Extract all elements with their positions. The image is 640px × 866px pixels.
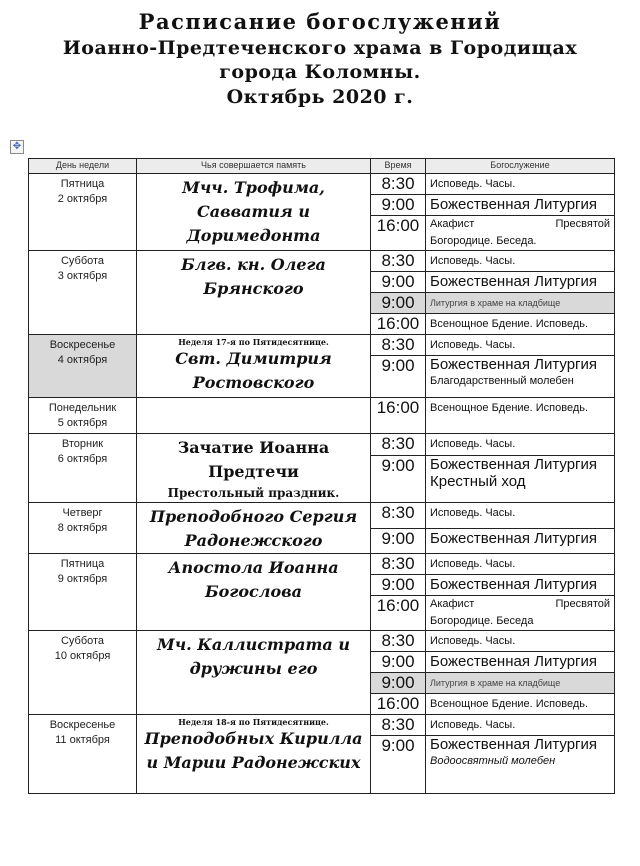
col-header-memory: Чья совершается память	[137, 159, 371, 174]
service-cell: Всенощное Бдение. Исповедь.	[426, 694, 615, 715]
saint-cell	[137, 335, 371, 398]
day-cell	[29, 335, 137, 398]
service-cell: Исповедь. Часы.	[426, 251, 615, 272]
date: 3 октября	[57, 270, 108, 282]
date: 2 октября	[57, 193, 108, 205]
service-cell: Литургия в храме на кладбище	[426, 673, 615, 694]
table-row	[29, 434, 615, 456]
time-cell: 8:30	[371, 251, 426, 272]
date: 10 октября	[54, 650, 111, 662]
service-cell: Всенощное Бдение. Исповедь.	[426, 314, 615, 335]
service-cell: Исповедь. Часы.	[426, 631, 615, 652]
service-cell	[426, 216, 615, 251]
day-cell	[29, 398, 137, 434]
service-cell	[426, 456, 615, 503]
service-text: Божественная Литургия	[430, 456, 598, 474]
service-text: Божественная Литургия	[430, 356, 598, 373]
saint-cell: Мч. Каллистрата и дружины его	[137, 631, 371, 715]
service-cell: Исповедь. Часы.	[426, 503, 615, 529]
service-cell: Литургия в храме на кладбище	[426, 293, 615, 314]
day-cell	[29, 503, 137, 554]
date: 11 октября	[55, 734, 110, 746]
table-row	[29, 398, 615, 434]
table-row	[29, 554, 615, 575]
service-text: Божественная Литургия	[430, 736, 598, 753]
time-cell: 8:30	[371, 434, 426, 456]
feast-note: Престольный праздник.	[167, 486, 340, 500]
service-text: Водоосвятный молебен	[430, 755, 556, 767]
day-cell	[29, 631, 137, 715]
table-row	[29, 251, 615, 272]
weekday: Пятница	[60, 178, 105, 190]
weekday: Суббота	[60, 635, 105, 647]
service-cell: Божественная Литургия	[426, 272, 615, 293]
service-text: Акафист	[430, 598, 475, 610]
saint-name: Свт. Димитрия Ростовского	[175, 349, 332, 392]
date: 5 октября	[57, 417, 108, 429]
service-text: Благодарственный молебен	[430, 375, 574, 387]
weekday: Вторник	[61, 438, 104, 450]
time-cell: 8:30	[371, 335, 426, 356]
sunday-note: Неделя 18-я по Пятидесятнице.	[178, 717, 329, 727]
title-line-1: Расписание богослужений	[138, 9, 502, 34]
day-cell	[29, 715, 137, 794]
service-cell: Исповедь. Часы.	[426, 174, 615, 195]
col-header-day: День недели	[29, 159, 137, 174]
move-icon[interactable]: ✥	[10, 140, 24, 154]
date: 8 октября	[57, 522, 108, 534]
saint-cell	[137, 715, 371, 794]
service-text: Акафист	[430, 218, 475, 230]
weekday: Суббота	[60, 255, 105, 267]
service-cell: Исповедь. Часы.	[426, 434, 615, 456]
time-cell: 9:00	[371, 293, 426, 314]
saint-cell: Преподобного Сергия Радонежского	[137, 503, 371, 554]
time-cell: 8:30	[371, 503, 426, 529]
saint-cell	[137, 398, 371, 434]
title-month: Октябрь 2020 г.	[226, 86, 414, 108]
sunday-note: Неделя 17-я по Пятидесятнице.	[178, 337, 329, 347]
time-cell: 9:00	[371, 528, 426, 554]
service-text: Крестный ход	[430, 473, 526, 491]
time-cell: 16:00	[371, 694, 426, 715]
time-cell: 8:30	[371, 631, 426, 652]
service-cell: Божественная Литургия	[426, 575, 615, 596]
saint-name: Зачатие Иоанна Предтечи	[177, 438, 330, 481]
col-header-service: Богослужение	[426, 159, 615, 174]
time-cell: 8:30	[371, 715, 426, 736]
time-cell: 9:00	[371, 673, 426, 694]
date: 4 октября	[57, 354, 108, 366]
service-cell: Всенощное Бдение. Исповедь.	[426, 398, 615, 434]
service-cell: Исповедь. Часы.	[426, 335, 615, 356]
date: 6 октября	[57, 453, 108, 465]
saint-cell	[137, 434, 371, 503]
service-cell	[426, 736, 615, 794]
service-text: Богородице. Беседа.	[430, 235, 537, 247]
service-cell	[426, 596, 615, 631]
weekday: Пятница	[60, 558, 105, 570]
weekday: Воскресенье	[49, 339, 116, 351]
time-cell: 9:00	[371, 272, 426, 293]
service-cell: Исповедь. Часы.	[426, 554, 615, 575]
saint-cell: Мчч. Трофима, Савватия и Доримедонта	[137, 174, 371, 251]
day-cell	[29, 251, 137, 335]
table-row	[29, 503, 615, 529]
service-cell	[426, 356, 615, 398]
schedule-table	[28, 158, 615, 794]
table-row	[29, 335, 615, 356]
time-cell: 9:00	[371, 356, 426, 398]
service-text: Богородице. Беседа	[430, 615, 534, 627]
time-cell: 16:00	[371, 216, 426, 251]
date: 9 октября	[57, 573, 108, 585]
time-cell: 16:00	[371, 314, 426, 335]
table-row	[29, 715, 615, 736]
time-cell: 16:00	[371, 398, 426, 434]
service-cell: Божественная Литургия	[426, 195, 615, 216]
day-cell	[29, 434, 137, 503]
service-cell: Божественная Литургия	[426, 652, 615, 673]
weekday: Понедельник	[48, 402, 117, 414]
saint-cell: Блгв. кн. Олега Брянского	[137, 251, 371, 335]
table-header-row	[29, 159, 615, 174]
time-cell: 9:00	[371, 736, 426, 794]
schedule-title	[0, 8, 640, 110]
table-row	[29, 174, 615, 195]
table-row	[29, 631, 615, 652]
title-line-2: Иоанно-Предтеченского храма в Городищах	[62, 37, 578, 59]
service-cell: Божественная Литургия	[426, 528, 615, 554]
col-header-time: Время	[371, 159, 426, 174]
day-cell	[29, 554, 137, 631]
service-text: Пресвятой	[555, 598, 610, 610]
day-cell	[29, 174, 137, 251]
time-cell: 9:00	[371, 652, 426, 673]
saint-name: Преподобных Кирилла и Марии Радонежских	[144, 729, 363, 772]
weekday: Четверг	[62, 507, 103, 519]
service-cell: Исповедь. Часы.	[426, 715, 615, 736]
service-text: Пресвятой	[555, 218, 610, 230]
time-cell: 8:30	[371, 554, 426, 575]
time-cell: 16:00	[371, 596, 426, 631]
saint-cell: Апостола Иоанна Богослова	[137, 554, 371, 631]
weekday: Воскресенье	[49, 719, 116, 731]
time-cell: 9:00	[371, 195, 426, 216]
time-cell: 8:30	[371, 174, 426, 195]
time-cell: 9:00	[371, 456, 426, 503]
title-line-3: города Коломны.	[219, 61, 421, 83]
time-cell: 9:00	[371, 575, 426, 596]
